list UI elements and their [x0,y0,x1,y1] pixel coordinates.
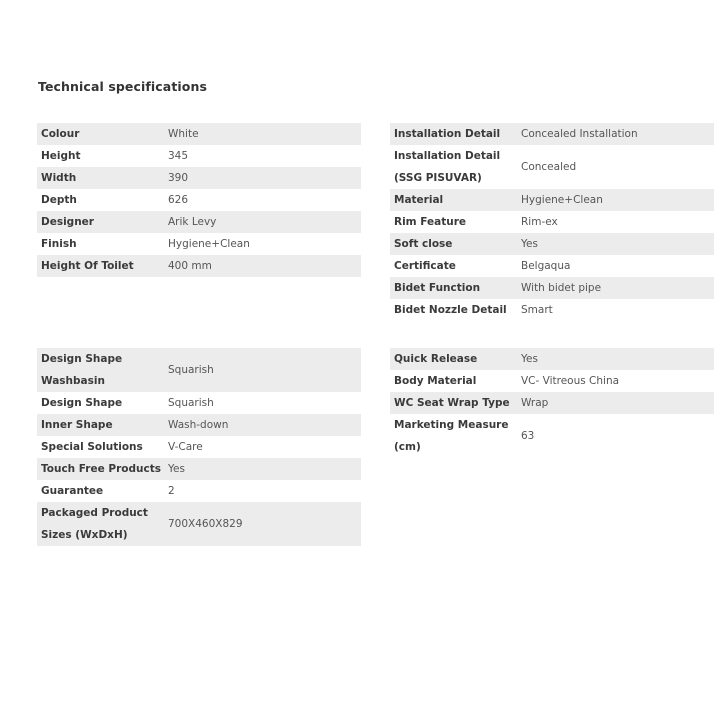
spec-row [37,436,361,458]
spec-value: White [164,123,361,145]
spec-value: Concealed [517,145,714,189]
spec-row [390,255,714,277]
spec-row [390,233,714,255]
spec-value: 390 [164,167,361,189]
spec-row [390,145,714,189]
spec-value: Concealed Installation [517,123,714,145]
spec-row [37,233,361,255]
spec-value: Squarish [164,348,361,392]
spec-label: Marketing Measure (cm) [390,414,517,458]
page-title: Technical specifications [38,79,208,94]
spec-label: Depth [37,189,164,211]
spec-value: V-Care [164,436,361,458]
spec-value: Squarish [164,392,361,414]
spec-label: Designer [37,211,164,233]
spec-label: Height Of Toilet [37,255,164,277]
spec-row [390,370,714,392]
spec-value: 345 [164,145,361,167]
spec-label: Special Solutions [37,436,164,458]
spec-row [37,480,361,502]
spec-value: Belgaqua [517,255,714,277]
spec-table-dimensions [37,123,361,277]
spec-label: WC Seat Wrap Type [390,392,517,414]
spec-value: Rim-ex [517,211,714,233]
spec-label: Rim Feature [390,211,517,233]
spec-value: With bidet pipe [517,277,714,299]
spec-value: 700X460X829 [164,502,361,546]
spec-label: Installation Detail [390,123,517,145]
spec-row [37,123,361,145]
spec-label: Design Shape Washbasin [37,348,164,392]
spec-table-product [390,348,714,458]
spec-value: 400 mm [164,255,361,277]
spec-row [390,189,714,211]
spec-value: 63 [517,414,714,458]
spec-label: Finish [37,233,164,255]
spec-value: Wrap [517,392,714,414]
spec-table-installation [390,123,714,321]
spec-row [390,211,714,233]
spec-label: Packaged Product Sizes (WxDxH) [37,502,164,546]
spec-label: Colour [37,123,164,145]
spec-row [37,458,361,480]
spec-label: Installation Detail (SSG PISUVAR) [390,145,517,189]
spec-label: Inner Shape [37,414,164,436]
spec-label: Width [37,167,164,189]
spec-row [37,502,361,546]
spec-row [390,277,714,299]
spec-row [37,145,361,167]
spec-row [37,167,361,189]
spec-value: 2 [164,480,361,502]
spec-row [37,348,361,392]
spec-label: Design Shape [37,392,164,414]
spec-row [37,255,361,277]
spec-value: Smart [517,299,714,321]
spec-label: Bidet Function [390,277,517,299]
spec-label: Height [37,145,164,167]
spec-value: VC- Vitreous China [517,370,714,392]
spec-label: Soft close [390,233,517,255]
spec-row [37,211,361,233]
spec-label: Certificate [390,255,517,277]
spec-row [37,189,361,211]
spec-label: Body Material [390,370,517,392]
spec-row [37,414,361,436]
spec-value: Arik Levy [164,211,361,233]
spec-value: Hygiene+Clean [517,189,714,211]
spec-value: Wash-down [164,414,361,436]
spec-value: Hygiene+Clean [164,233,361,255]
spec-label: Material [390,189,517,211]
spec-label: Quick Release [390,348,517,370]
spec-value: Yes [164,458,361,480]
spec-table-design [37,348,361,546]
spec-row [390,123,714,145]
spec-row [37,392,361,414]
spec-row [390,414,714,458]
spec-value: Yes [517,233,714,255]
spec-label: Guarantee [37,480,164,502]
spec-row [390,392,714,414]
spec-value: 626 [164,189,361,211]
spec-value: Yes [517,348,714,370]
spec-row [390,348,714,370]
spec-label: Touch Free Products [37,458,164,480]
spec-row [390,299,714,321]
spec-label: Bidet Nozzle Detail [390,299,517,321]
